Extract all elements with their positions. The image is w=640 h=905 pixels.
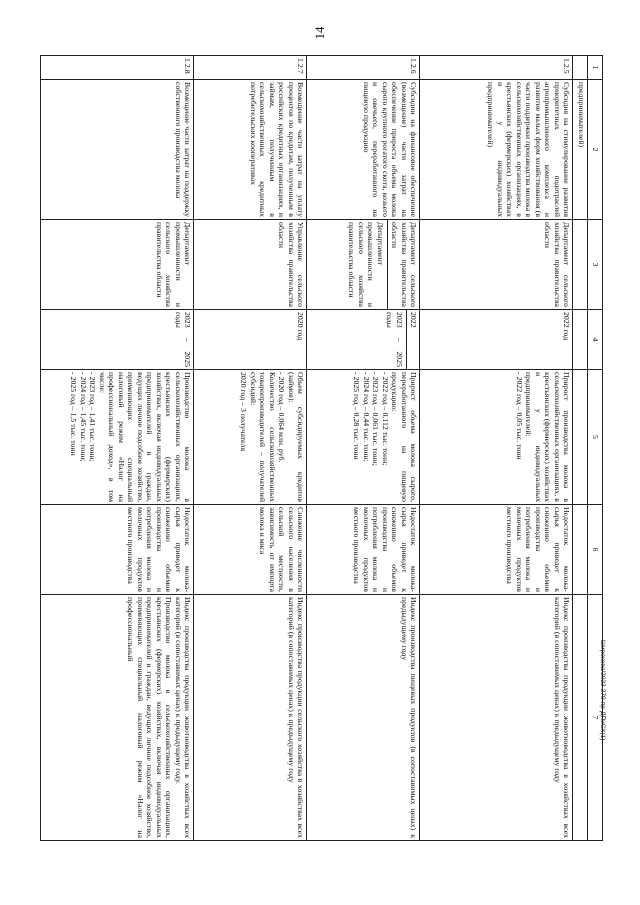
period: 2020 год	[194, 310, 307, 370]
executor: Департамент промышленности и сельского хозяйства правительства области	[41, 220, 194, 310]
period: 2023 – 2025 годы	[41, 310, 194, 370]
expected-result: Прирост объема молока сырого, переработанного на пищевую продукцию: - 2022 год – 0,112 тыс. тонн; - 2023 год – 0,061 тыс. тонн; - 2024 год – 0,44 тыс. тонн; - 2025 год – 0,28 тыс. тонн	[307, 370, 420, 505]
consequences: Недостаток молока-сырья приведет к снижению объемов производства и потребления молока и молочных продуктов местного производства	[307, 505, 420, 595]
executor: Управление сельского хозяйства правительства области	[194, 220, 307, 310]
header-col-4: 4	[588, 310, 603, 370]
indicator: Индекс производства продукции животноводства в хозяйствах всех категорий (в сопоставимых ценах) к предыдущему году. Производство молока в сельскохозяйственных организациях, крестьянских (фермерских) хозяйствах, включая индивидуальных предпринимателей и граждан, ведущих личное подсобное хозяйство, применяющих специальный налоговый режим «Налог на профессиональный	[41, 595, 194, 841]
executor-cell	[307, 220, 420, 310]
measure-name: Возмещение части затрат на уплату процентов по кредитам, полученным в российских кредитных организациях, и займам, полученным в сельскохозяйственных кредитных потребительских кооперативах	[194, 80, 307, 220]
measure-name: Субсидия на стимулирование развития приоритетных подотраслей агропромышленного комплекса и развитие малых форм хозяйствования (в части поддержки производства молока в сельскохозяйственных организациях, в крестьянских (фермерских) хозяйствах и у индивидуальных предпринимателей)	[420, 80, 573, 220]
header-col-7: 7	[588, 595, 603, 841]
continuation-row	[573, 56, 588, 841]
period: 2022 год	[420, 310, 573, 370]
consequences: Недостаток молока-сырья приведет к снижению объемов производства и потребления молока и молочных продуктов местного производства	[41, 505, 194, 595]
expected-result: Прирост производства молока в сельскохозяйственных организациях, в крестьянских (фермерских) хозяйствах и у индивидуальных предпринимателей: - 2022 год – 0,05 тыс. тонн	[420, 370, 573, 505]
consequences: Недостаток молока-сырья приведет к снижению объемов производства и потребления молока и молочных продуктов местного производства	[420, 505, 573, 595]
expected-result: Объем субсидируемых кредитов (займов): - 2020 год – 0,064 млн. руб. Количество сельскохозяйственных товаропроизводителей – получателей субсидий: 2020 год – 3 получателя	[194, 370, 307, 505]
indicator: Индекс производства продукции сельского хозяйства в хозяйствах всех категорий (в сопоставимых ценах) к предыдущему году	[194, 595, 307, 841]
period-cell	[307, 310, 420, 370]
table-row	[307, 56, 420, 841]
measure-name: Возмещение части затрат на поддержку собственного производства молока	[41, 80, 194, 220]
indicator: Индекс производства продукции животноводства в хозяйствах всех категорий (в сопоставимых ценах) к предыдущему году	[420, 595, 573, 841]
period-2: 2023 – 2025 годы	[385, 310, 407, 369]
executor: Департамент сельского хозяйства правительства области	[390, 222, 419, 307]
period: 2022	[409, 312, 419, 328]
expected-result: Производство молока в сельскохозяйственных организациях, крестьянских (фермерских) хозяйствах, включая индивидуальных предпринимателей и граждан, ведущих личное подсобное хозяйство, применяющих специальный налоговый режим «Налог на профессиональный доход», в том числе: - 2023 год – 1,41 тыс. тонн; - 2024 год – 1,45 тыс. тонн; - 2025 год – 1,5 тыс. тонн	[41, 370, 194, 505]
header-col-2: 2	[588, 80, 603, 220]
page-number: 14	[312, 26, 327, 40]
indicator: Индекс производства пищевых продуктов (в сопоставимых ценах) к предыдущему году	[307, 595, 420, 841]
header-col-1: 1	[588, 56, 603, 80]
header-col-3: 3	[588, 220, 603, 310]
rotated-table-container	[69, 55, 603, 840]
header-col-5: 5	[588, 370, 603, 505]
header-col-6: 6	[588, 505, 603, 595]
row-number: 1.2.6	[307, 56, 420, 80]
table-row	[194, 56, 307, 841]
row-number: 1.2.8	[41, 56, 194, 80]
measure-name: Субсидии на финансовое обеспечение (возмещение) части затрат на обеспечение прироста объема молока сырого крупного рогатого скота, козьего и овечьего, переработанного на пищевую продукцию	[307, 80, 420, 220]
executor: Департамент сельского хозяйства правительства области	[420, 220, 573, 310]
continuation-text: предпринимателей)	[573, 80, 588, 220]
measures-table	[41, 55, 604, 841]
document-footer: Широкова/2023-279-пр-ДПиСХ(1)	[599, 640, 606, 741]
row-number: 1.2.7	[194, 56, 307, 80]
consequences: Снижение численности сельского населения в сельской местности, зависимость от импорта молока и мяса	[194, 505, 307, 595]
table-row	[420, 56, 573, 841]
table-row	[41, 56, 194, 841]
row-number: 1.2.5	[420, 56, 573, 80]
executor-2: Департамент промышленности и сельского хозяйства правительства области	[347, 220, 388, 309]
